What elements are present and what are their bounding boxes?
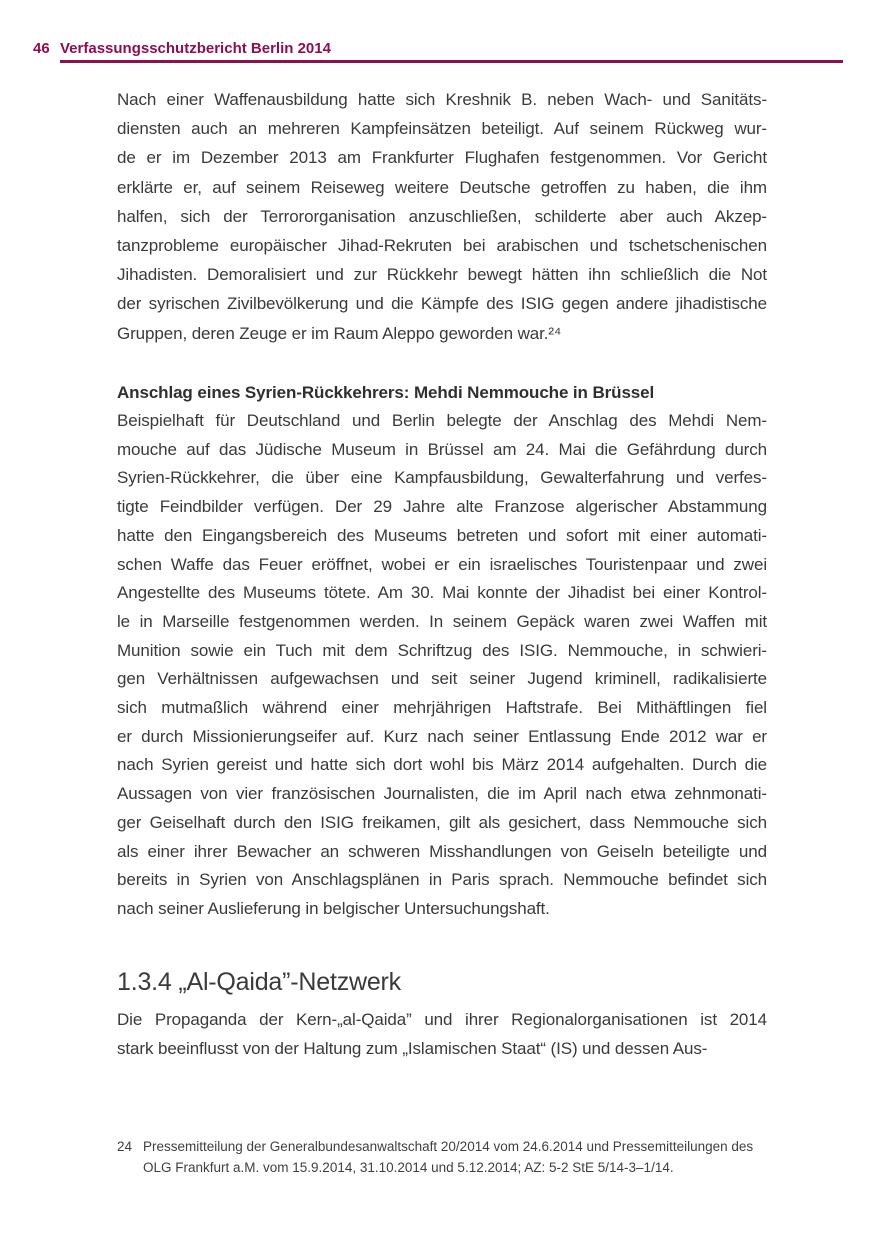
- page-number: 46: [33, 40, 50, 57]
- text-line: tigte Feindbilder verfügen. Der 29 Jahre alte Franzose algerischer Abstammung: [117, 497, 767, 517]
- text-line: OLG Frankfurt a.M. vom 15.9.2014, 31.10.2014 und 5.12.2014; AZ: 5-2 StE 5/14-3–1/14.: [143, 1160, 674, 1175]
- text-line: der syrischen Zivilbevölkerung und die Kämpfe des ISIG gegen andere jihadistische: [117, 294, 767, 314]
- text-line: erklärte er, auf seinem Reiseweg weitere Deutsche getroffen zu haben, die ihm: [117, 177, 767, 197]
- text-line: nach Syrien gereist und hatte sich dort wohl bis März 2014 aufgehalten. Durch die: [117, 755, 767, 775]
- text-line: Syrien-Rückkehrer, die über eine Kampfausbildung, Gewalterfahrung und verfes-: [117, 468, 767, 488]
- text-line: er durch Missionierungseifer auf. Kurz nach seiner Entlassung Ende 2012 war er: [117, 726, 767, 746]
- text-line: le in Marseille festgenommen werden. In seinem Gepäck waren zwei Waffen mit: [117, 611, 767, 631]
- text-line: Beispielhaft für Deutschland und Berlin belegte der Anschlag des Mehdi Nem-: [117, 411, 767, 430]
- text-line: Jihadisten. Demoralisiert und zur Rückkehr bewegt hätten ihn schließlich die Not: [117, 265, 767, 285]
- text-line: als einer ihrer Bewacher an schweren Misshandlungen von Geiseln beteiligte und: [117, 841, 767, 861]
- text-line: sich mutmaßlich während einer mehrjährigen Haftstrafe. Bei Mithäftlingen fiel: [117, 698, 767, 718]
- page-header: [33, 40, 842, 57]
- subheading-anschlag: Anschlag eines Syrien-Rückkehrers: Mehdi Nemmouche in Brüssel: [117, 383, 655, 402]
- text-line: Gruppen, deren Zeuge er im Raum Aleppo geworden war.²⁴: [117, 323, 562, 343]
- section-heading-al-qaida: 1.3.4 „Al-Qaida”-Netzwerk: [117, 968, 401, 996]
- text-line: Munition sowie ein Tuch mit dem Schriftzug des ISIG. Nemmouche, in schwieri-: [117, 640, 767, 660]
- paragraph-al-qaida-intro: [117, 1006, 767, 1064]
- footnote-text: [143, 1136, 753, 1178]
- paragraph-kreshnik: [117, 85, 767, 348]
- text-line: Nach einer Waffenausbildung hatte sich Kreshnik B. neben Wach- und Sanitäts-: [117, 90, 767, 109]
- text-line: hatte den Eingangsbereich des Museums betreten und sofort mit einer automati-: [117, 525, 767, 545]
- text-line: Pressemitteilung der Generalbundesanwaltschaft 20/2014 vom 24.6.2014 und Pressemitteilungen des: [143, 1139, 754, 1154]
- text-line: de er im Dezember 2013 am Frankfurter Flughafen festgenommen. Vor Gericht: [117, 148, 767, 168]
- text-line: mouche auf das Jüdische Museum in Brüssel am 24. Mai die Gefährdung durch: [117, 439, 767, 459]
- paragraph-nemmouche: [117, 407, 767, 924]
- text-line: halfen, sich der Terrororganisation anzuschließen, schilderte aber auch Akzep-: [117, 206, 767, 226]
- text-line: Die Propaganda der Kern-„al-Qaida” und ihrer Regionalorganisationen ist 2014: [117, 1010, 767, 1029]
- text-line: stark beeinflusst von der Haltung zum „Islamischen Staat“ (IS) und dessen Aus-: [117, 1038, 708, 1058]
- text-line: gen Verhältnissen aufgewachsen und seit seiner Jugend kriminell, radikalisierte: [117, 669, 767, 689]
- text-line: nach seiner Auslieferung in belgischer Untersuchungshaft.: [117, 898, 550, 918]
- text-line: tanzprobleme europäischer Jihad-Rekruten bei arabischen und tschetschenischen: [117, 236, 767, 256]
- footnote-number: 24: [117, 1139, 133, 1154]
- text-line: bereits in Syrien von Anschlagsplänen in Paris sprach. Nemmouche befindet sich: [117, 870, 767, 890]
- text-line: diensten auch an mehreren Kampfeinsätzen beteiligt. Auf seinem Rückweg wur-: [117, 119, 767, 139]
- running-head-title: Verfassungsschutzbericht Berlin 2014: [60, 40, 331, 57]
- text-line: schen Waffe das Feuer eröffnet, wobei er ein israelisches Touristenpaar und zwei: [117, 554, 767, 574]
- footnote-24: [117, 1136, 777, 1178]
- text-line: Aussagen von vier französischen Journalisten, die im April nach etwa zehnmonati-: [117, 784, 767, 804]
- text-line: ger Geiselhaft durch den ISIG freikamen, gilt als gesichert, dass Nemmouche sich: [117, 812, 767, 832]
- header-rule: [60, 60, 843, 63]
- text-line: Angestellte des Museums tötete. Am 30. Mai konnte der Jihadist bei einer Kontrol-: [117, 583, 767, 603]
